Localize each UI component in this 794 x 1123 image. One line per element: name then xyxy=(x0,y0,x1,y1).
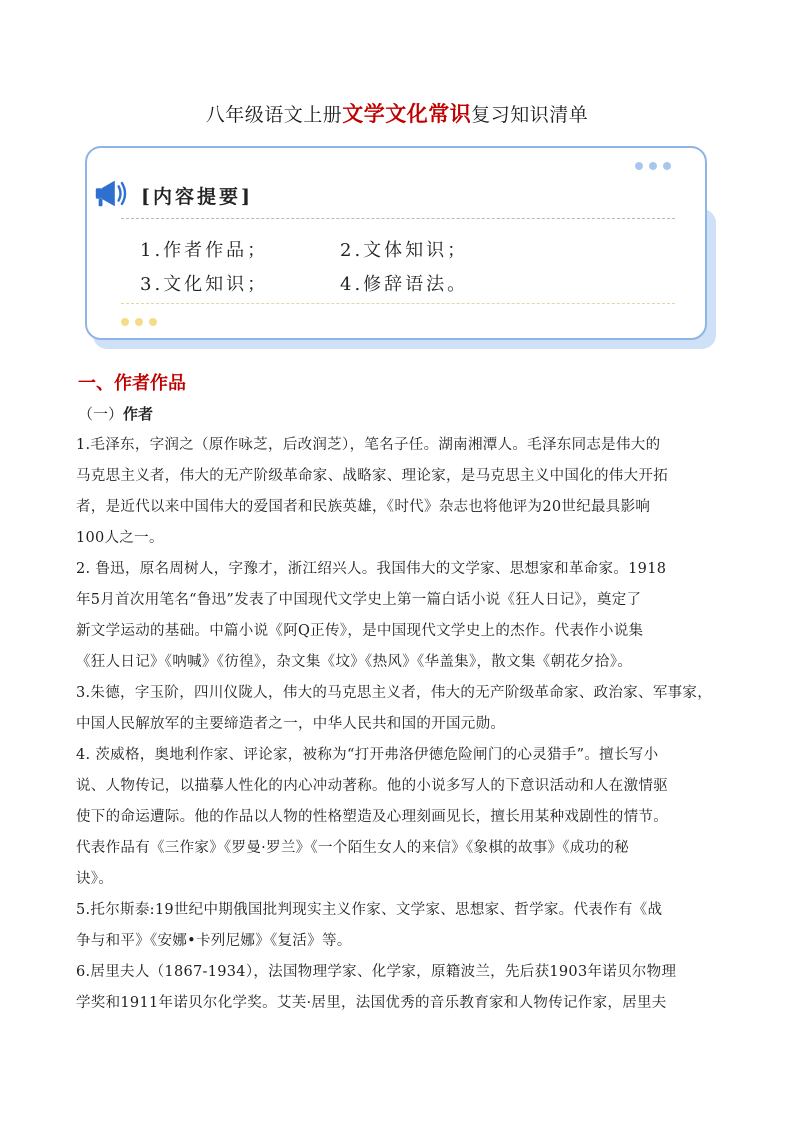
title-highlight: 文学文化常识 xyxy=(342,102,472,126)
paragraph-line: 100人之一。 xyxy=(76,530,164,546)
paragraph-line: 代表作品有《三作家》《罗曼·罗兰》《一个陌生女人的来信》《象棋的故事》《成功的秘 xyxy=(76,840,630,856)
paragraph-line: 3.朱德，字玉阶，四川仪陇人，伟大的马克思主义者，伟大的无产阶级革命家、政治家、军事家， xyxy=(76,685,713,701)
paragraph xyxy=(76,678,736,740)
paragraph-line: 新文学运动的基础。中篇小说《阿Q正传》，是中国现代文学史上的杰作。代表作小说集 xyxy=(76,623,644,639)
subsection-title: 作者 xyxy=(123,405,154,423)
summary-item: 1.作者作品； xyxy=(140,240,269,261)
paragraph-line: 诀》。 xyxy=(76,871,114,887)
title-suffix: 复习知识清单 xyxy=(471,104,589,126)
article-body xyxy=(76,430,736,1019)
paragraph-line: 中国人民解放军的主要缔造者之一，中华人民共和国的开国元勋。 xyxy=(76,716,506,732)
paragraph xyxy=(76,740,736,895)
paragraph xyxy=(76,554,736,678)
megaphone-icon xyxy=(92,174,130,212)
summary-card xyxy=(85,146,707,340)
decorative-dots-top xyxy=(635,162,671,170)
paragraph-line: 马克思主义者，伟大的无产阶级革命家、战略家、理论家，是马克思主义中国化的伟大开拓 xyxy=(76,468,668,484)
summary-heading: [内容提要] xyxy=(141,186,253,208)
page-title xyxy=(0,98,794,128)
divider xyxy=(121,303,675,304)
summary-item: 3.文化知识； xyxy=(140,274,269,295)
paragraph-line: 学奖和1911年诺贝尔化学奖。艾芙·居里，法国优秀的音乐教育家和人物传记作家，居里夫 xyxy=(76,995,667,1011)
subsection-prefix: （一） xyxy=(78,405,124,423)
decorative-dots-bottom xyxy=(121,318,157,326)
paragraph-line: 使下的命运遭际。他的作品以人物的性格塑造及心理刻画见长，擅长用某种戏剧性的情节。 xyxy=(76,809,668,825)
paragraph-line: 1.毛泽东，字润之（原作咏芝，后改润芝），笔名子任。湖南湘潭人。毛泽东同志是伟大的 xyxy=(76,437,661,453)
section-heading: 一、作者作品 xyxy=(78,373,186,394)
title-prefix: 八年级语文上册 xyxy=(205,104,343,126)
paragraph-line: 4. 茨威格，奥地利作家、评论家，被称为“打开弗洛伊德危险闸门的心灵猎手”。擅长写小 xyxy=(76,747,659,763)
paragraph-line: 者，是近代以来中国伟大的爱国者和民族英雄，《时代》杂志也将他评为20世纪最具影响 xyxy=(76,499,651,515)
paragraph-line: 争与和平》《安娜•卡列尼娜》《复活》等。 xyxy=(76,933,352,949)
summary-item: 2.文体知识； xyxy=(340,240,469,261)
paragraph-line: 2. 鲁迅，原名周树人，字豫才，浙江绍兴人。我国伟大的文学家、思想家和革命家。1918 xyxy=(76,561,667,577)
paragraph xyxy=(76,895,736,957)
paragraph xyxy=(76,957,736,1019)
summary-item: 4.修辞语法。 xyxy=(340,274,469,295)
divider xyxy=(121,218,675,219)
summary-items xyxy=(140,232,468,300)
paragraph xyxy=(76,430,736,554)
paragraph-line: 说、人物传记，以描摹人性化的内心冲动著称。他的小说多写人的下意识活动和人在激情驱 xyxy=(76,778,668,794)
subsection-heading xyxy=(78,403,153,424)
paragraph-line: 《狂人日记》《呐喊》《彷徨》，杂文集《坟》《热风》《华盖集》，散文集《朝花夕拾》。 xyxy=(76,654,633,670)
paragraph-line: 6.居里夫人（1867-1934），法国物理学家、化学家，原籍波兰，先后获1903年诺贝尔物理 xyxy=(76,964,677,980)
paragraph-line: 5.托尔斯泰:19世纪中期俄国批判现实主义作家、文学家、思想家、哲学家。代表作有《战 xyxy=(76,902,663,918)
paragraph-line: 年5月首次用笔名“鲁迅”发表了中国现代文学史上第一篇白话小说《狂人日记》，奠定了 xyxy=(76,592,642,608)
